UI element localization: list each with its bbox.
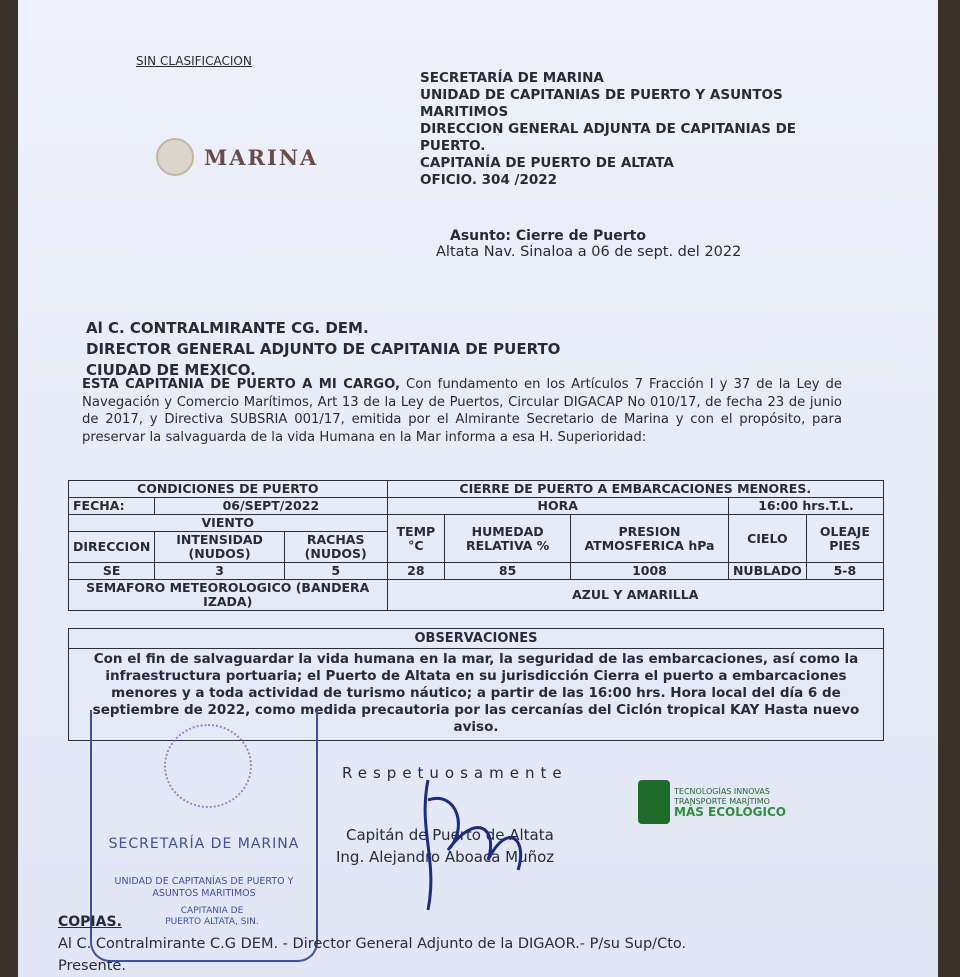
observations-title: OBSERVACIONES xyxy=(69,629,883,649)
recipient-block xyxy=(86,318,560,381)
semaforo-label: SEMAFORO METEOROLOGICO (BANDERA IZADA) xyxy=(69,580,388,611)
signer-name: Ing. Alejandro Aboaca Muñoz xyxy=(336,848,555,866)
viento-header: VIENTO xyxy=(69,515,388,532)
subject: Asunto: Cierre de Puerto xyxy=(450,228,646,244)
eco-line: TECNOLOGÍAS INNOVAS xyxy=(674,787,770,796)
body-text: Con fundamento en los Artículos 7 Fracción I y 37 de la Ley de Navegación y Comercio Marítimos, Art 13 de la Ley de Puertos, Circular DIGACAP No 010/17, de fecha 23 de junio de 2017, y Directiva SUBSRIA 001/17, emitida por el Almirante Secretario de Marina y con el propósito, para preservar la salvaguarda de la vida Humana en la Mar informa a esa H. Superioridad: xyxy=(82,377,842,445)
presion-value: 1008 xyxy=(571,563,729,580)
rachas-value: 5 xyxy=(284,563,387,580)
direccion-header: DIRECCION xyxy=(69,532,155,563)
stamp-title: SECRETARÍA DE MARINA xyxy=(108,836,300,852)
conditions-table xyxy=(68,480,884,611)
eco-ship-icon xyxy=(638,780,670,824)
official-stamp xyxy=(90,710,318,962)
stamp-emblem-icon xyxy=(164,724,252,808)
recipient-line: CIUDAD DE MEXICO. xyxy=(86,361,256,379)
letterhead xyxy=(420,70,820,189)
body-lead: ESTA CAPITANIA DE PUERTO A MI CARGO, xyxy=(82,377,401,392)
temp-value: 28 xyxy=(387,563,445,580)
handwritten-signature xyxy=(398,770,548,920)
signer-title: Capitán de Puerto de Altata xyxy=(346,826,554,844)
intensidad-value: 3 xyxy=(155,563,285,580)
oleaje-header: OLEAJE PIES xyxy=(806,515,883,563)
closing: Respetuosamente xyxy=(342,764,568,782)
eco-line: MÁS ECOLÓGICO xyxy=(674,805,786,819)
marina-logo xyxy=(156,138,318,176)
copies-label: COPIAS. xyxy=(58,914,122,930)
closure-title: CIERRE DE PUERTO A EMBARCACIONES MENORES. xyxy=(387,481,884,498)
classification-label: SIN CLASIFICACION xyxy=(136,54,252,68)
letterhead-line: UNIDAD DE CAPITANIAS DE PUERTO Y ASUNTOS MARITIMOS xyxy=(420,87,783,120)
hora-value: 16:00 hrs.T.L. xyxy=(728,498,883,515)
place-date: Altata Nav. Sinaloa a 06 de sept. del 2022 xyxy=(436,244,742,260)
oleaje-value: 5-8 xyxy=(806,563,883,580)
intensidad-header: INTENSIDAD (NUDOS) xyxy=(155,532,285,563)
letterhead-line: SECRETARÍA DE MARINA xyxy=(420,70,604,86)
eco-logo xyxy=(638,780,786,824)
eco-line: TRANSPORTE MARÍTIMO xyxy=(674,797,770,806)
observations-text: Con el fin de salvaguardar la vida humana en la mar, la seguridad de las embarcaciones, así como la infraestructura portuaria; el Puerto de Altata en su jurisdicción Cierra el puerto a embarcaciones menores y a toda actividad de turismo náutico; a partir de las 16:00 hrs. Hora local del día 6 de septiembre de 2022, como medida precautoria por las cercanías del Ciclón tropical KAY Hasta nuevo aviso. xyxy=(92,651,860,735)
recipient-line: DIRECTOR GENERAL ADJUNTO DE CAPITANIA DE PUERTO xyxy=(86,340,561,358)
humedad-value: 85 xyxy=(445,563,571,580)
eagle-seal-icon xyxy=(156,138,194,176)
letterhead-line: DIRECCION GENERAL ADJUNTA DE CAPITANIAS DE PUERTO. xyxy=(420,121,797,154)
semaforo-value: AZUL Y AMARILLA xyxy=(387,580,884,611)
body-paragraph xyxy=(82,376,842,446)
fecha-value: 06/SEPT/2022 xyxy=(155,498,387,515)
letterhead-line: CAPITANÍA DE PUERTO DE ALTATA xyxy=(420,155,674,171)
direccion-value: SE xyxy=(69,563,155,580)
presion-header: PRESION ATMOSFERICA hPa xyxy=(571,515,729,563)
humedad-header: HUMEDAD RELATIVA % xyxy=(445,515,571,563)
letterhead-line: OFICIO. 304 /2022 xyxy=(420,172,558,188)
copies-line: Presente. xyxy=(58,958,126,974)
stamp-unit: UNIDAD DE CAPITANÍAS DE PUERTO Y ASUNTOS MARITIMOS xyxy=(114,876,294,899)
fecha-label: FECHA: xyxy=(69,498,155,515)
rachas-header: RACHAS (NUDOS) xyxy=(284,532,387,563)
cielo-header: CIELO xyxy=(728,515,806,563)
cielo-value: NUBLADO xyxy=(728,563,806,580)
cond-title: CONDICIONES DE PUERTO xyxy=(69,481,388,498)
hora-label: HORA xyxy=(387,498,728,515)
stamp-office: CAPITANIA DE PUERTO ALTATA, SIN. xyxy=(165,906,259,927)
temp-header: TEMP °C xyxy=(387,515,445,563)
logo-text: MARINA xyxy=(204,144,319,170)
copies-line: Al C. Contralmirante C.G DEM. - Director General Adjunto de la DIGAOR.- P/su Sup/Cto. xyxy=(58,936,687,952)
document-page xyxy=(18,0,938,977)
recipient-line: Al C. CONTRALMIRANTE CG. DEM. xyxy=(86,319,369,337)
